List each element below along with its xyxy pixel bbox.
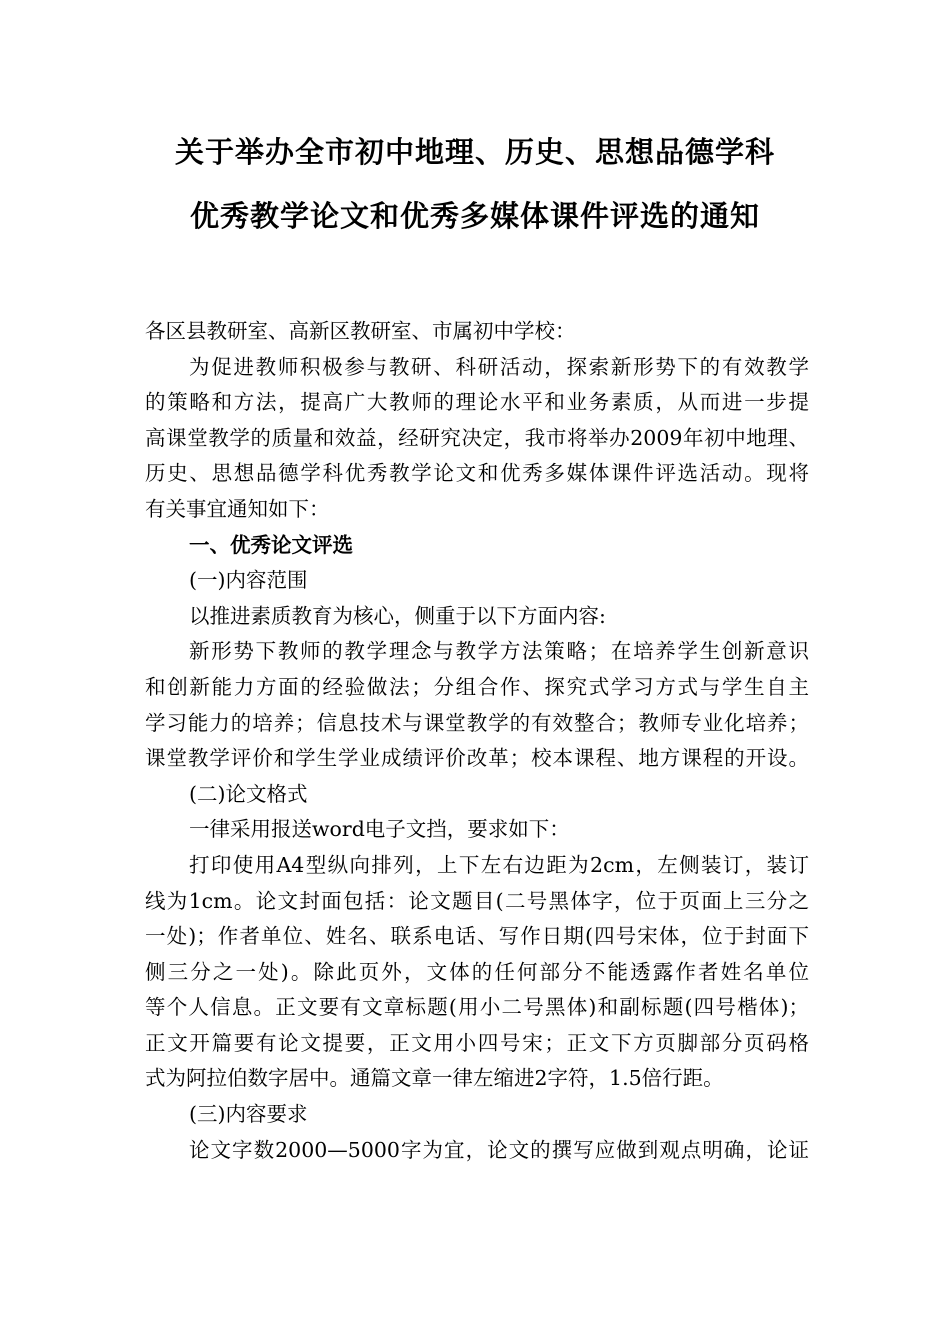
body-text-line: 各区县教研室、高新区教研室、市属初中学校：: [145, 319, 576, 343]
body-text-line: 和创新能力方面的经验做法；分组合作、探究式学习方式与学生自主: [145, 674, 809, 699]
document-body: [145, 314, 809, 1168]
document-title-line2: 优秀教学论文和优秀多媒体课件评选的通知: [189, 199, 760, 233]
body-text-line: 的策略和方法，提高广大教师的理论水平和业务素质，从而进一步提: [145, 390, 809, 415]
body-text-line: 历史、思想品德学科优秀教学论文和优秀多媒体课件评选活动。现将: [145, 461, 809, 486]
document-title-line1: 关于举办全市初中地理、历史、思想品德学科: [174, 135, 775, 169]
body-text-line: (三)内容要求: [189, 1102, 308, 1127]
body-text-line: 高课堂教学的质量和效益，经研究决定，我市将举办2009年初中地理、: [145, 425, 809, 450]
body-text-line: (一)内容范围: [189, 568, 308, 593]
body-text-line: 有关事宜通知如下：: [145, 496, 330, 521]
body-text-line: (二)论文格式: [189, 781, 308, 806]
body-text-line: 课堂教学评价和学生学业成绩评价改革；校本课程、地方课程的开设。: [145, 746, 809, 771]
body-text-line: 打印使用A4型纵向排列，上下左右边距为2cm，左侧装订，装订: [189, 852, 809, 877]
body-text-line: 正文开篇要有论文提要，正文用小四号宋；正文下方页脚部分页码格: [145, 1030, 809, 1055]
body-text-line: 为促进教师积极参与教研、科研活动，探索新形势下的有效教学: [189, 354, 809, 379]
body-text-line: 侧三分之一处)。除此页外，文体的任何部分不能透露作者姓名单位: [145, 959, 809, 984]
body-text-line: 新形势下教师的教学理念与教学方法策略；在培养学生创新意识: [189, 639, 809, 664]
body-text-line: 以推进素质教育为核心，侧重于以下方面内容:: [189, 603, 606, 628]
body-text-line: 线为1cm。论文封面包括：论文题目(二号黑体字，位于页面上三分之: [145, 888, 809, 913]
body-text-line: 学习能力的培养；信息技术与课堂教学的有效整合；教师专业化培养；: [145, 710, 809, 735]
body-text-line: 等个人信息。正文要有文章标题(用小二号黑体)和副标题(四号楷体)；: [145, 995, 809, 1020]
body-text-line: 一处)；作者单位、姓名、联系电话、写作日期(四号宋体，位于封面下: [145, 924, 809, 949]
section-heading: 一、优秀论文评选: [189, 532, 353, 557]
body-text-line: 式为阿拉伯数字居中。通篇文章一律左缩进2字符，1.5倍行距。: [145, 1066, 724, 1091]
body-text-line: 论文字数2000—5000字为宜，论文的撰写应做到观点明确，论证: [189, 1137, 809, 1162]
body-text-line: 一律采用报送word电子文挡，要求如下：: [189, 817, 570, 842]
